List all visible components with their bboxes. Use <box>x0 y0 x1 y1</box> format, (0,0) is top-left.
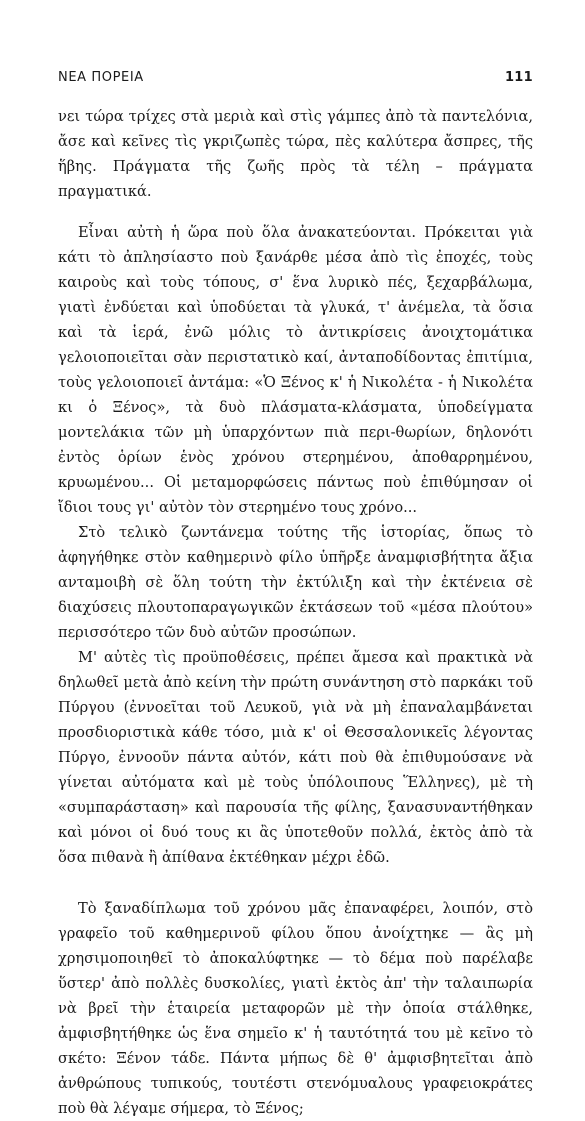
paragraph: Τὸ ξαναδίπλωμα τοῦ χρόνου μᾶς ἐπαναφέρει, λοιπόν, στὸ γραφεῖο τοῦ καθημερινοῦ φίλου ὅπου ἀνοίχτηκε — ἂς μὴ χρησιμοποιηθεῖ τὸ ἀποκαλύφτηκε — τὸ δέμα ποὺ παρέλαβε ὕστερ' ἀπὸ πολλὲς δυσκολίες, γιατὶ ἐκτὸς ἀπ' τὴν ταλαιπωρία νὰ βρεῖ τὴν ἑταιρεία μεταφορῶν μὲ τὴν ὁποία στάλθηκε, ἀμφισβητήθηκε ὡς ἕνα σημεῖο κ' ἡ ταυτότητά του μὲ κεῖνο τὸ σκέτο: Ξένον τάδε. Πάντα μήπως δὲ θ' ἀμφισβητεῖται ἀπὸ ἀνθρώπους τυπικούς, τουτέστι στενόμυαλους γραφειοκράτες ποὺ θὰ λέγαμε σήμερα, τὸ Ξένος; <box>58 900 533 1117</box>
running-header <box>58 70 533 94</box>
paragraph: Εἶναι αὐτὴ ἡ ὥρα ποὺ ὅλα ἀνακατεύονται. Πρόκειται γιὰ κάτι τὸ ἀπλησίαστο ποὺ ξανάρθε μέσα ἀπὸ τὶς ἐποχές, τοὺς καιροὺς καὶ τοὺς τόπους, σ' ἕνα λυρικὸ πές, ξεχαρβάλωμα, γιατὶ ἐνδύεται καὶ ὑποδύεται τὰ γλυκά, τ' ἀνέμελα, τὰ ὅσια καὶ τὰ ἱερά, ἐνῶ μόλις τὸ ἀντικρίσεις ἀνοιχτομάτικα γελοιοποιεῖται σὰν περιστατικὸ καί, ἀνταποδίδοντας ἐπιτίμια, τοὺς γελοιοποιεῖ ἀντάμα: «Ὁ Ξένος κ' ἡ Νικολέτα - ἡ Νικολέτα κι ὁ Ξένος», τὰ δυὸ πλάσματα-κλάσματα, ὑποδείγματα μοντελάκια τῶν μὴ ὑπαρχόντων πιὰ περι-θωρίων, δηλονότι ἐντὸς ὁρίων ἑνὸς χρόνου στερημένου, ἀποθαρρημένου, κρυωμένου... Οἱ μεταμορφώσεις πάντως ποὺ ἐπιθύμησαν οἱ ἴδιοι τους γι' αὐτὸν τὸν στερημένο τους χρόνο... <box>58 224 533 516</box>
page-number: 111 <box>504 70 533 85</box>
book-page <box>58 70 533 1121</box>
page-body <box>58 104 533 1121</box>
paragraph: Στὸ τελικὸ ζωντάνεμα τούτης τῆς ἱστορίας, ὅπως τὸ ἀφηγήθηκε στὸν καθημερινὸ φίλο ὑπῆρξε ἀναμφισβήτητα ἄξια ανταμοιβὴ σὲ ὅλη τούτη τὴν ἐκτύλιξη καὶ τὴν ἐκτένεια σὲ διαχύσεις πλουτοπαραγωγικῶν ἐκτάσεων τοῦ «μέσα πλούτου» περισσότερο τῶν δυὸ αὐτῶν προσώπων. <box>58 524 533 641</box>
paragraph-continuation: νει τώρα τρίχες στὰ μεριὰ καὶ στὶς γάμπες ἀπὸ τὰ παντελόνια, ἄσε καὶ κεῖνες τὶς γκριζωπὲς τώρα, πὲς καλύτερα ἄσπρες, τῆς ἥβης. Πράγματα τῆς ζωῆς πρὸς τὰ τέλη – πράγματα πραγματικά. <box>58 108 533 200</box>
journal-title: ΝΕΑ ΠΟΡΕΙΑ <box>58 70 144 85</box>
paragraph: Μ' αὐτὲς τὶς προϋποθέσεις, πρέπει ἄμεσα καὶ πρακτικὰ νὰ δηλωθεῖ μετὰ ἀπὸ κείνη τὴν πρώτη συνάντηση στὸ παρκάκι τοῦ Πύργου (ἐννοεῖται τοῦ Λευκοῦ, γιὰ νὰ μὴ ἐπαναλαμβάνεται προσδιοριστικὰ κάθε τόσο, μιὰ κ' οἱ Θεσσαλονικεῖς λέγοντας Πύργο, ἐννοοῦν πάντα αὐτόν, κάτι ποὺ θὰ ἐπιθυμούσανε νὰ γίνεται αὐτόματα καὶ μὲ τοὺς ὑπόλοιπους Ἕλληνες), μὲ τὴ «συμπαράσταση» καὶ παρουσία τῆς φίλης, ξανασυναντήθηκαν καὶ μόνοι οἱ δυό τους κι ἂς ὑποτεθοῦν πολλά, ἐκτὸς ἀπὸ τὰ ὅσα πιθανὰ ἢ ἀπίθανα ἐκτέθηκαν μέχρι ἐδῶ. <box>58 649 533 866</box>
